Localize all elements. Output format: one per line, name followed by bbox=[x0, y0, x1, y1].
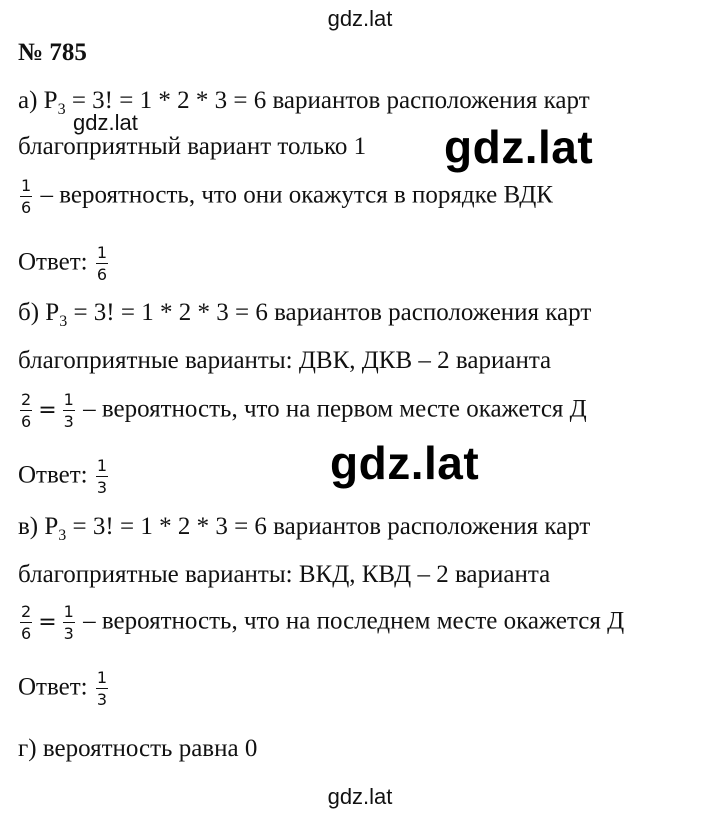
problem-number: № 785 bbox=[18, 39, 87, 66]
section-a-formula: = 3! = 1 * 2 * 3 = 6 вариантов расположения карт bbox=[65, 87, 590, 114]
watermark-top: gdz.lat bbox=[327, 6, 393, 31]
section-b-prefix: б) P bbox=[18, 299, 60, 326]
section-c-prefix: в) P bbox=[18, 513, 59, 540]
section-a-subscript: 3 bbox=[57, 101, 66, 118]
fraction-denominator: 3 bbox=[63, 624, 74, 643]
fraction-numerator: 1 bbox=[96, 456, 108, 475]
fraction-numerator: 2 bbox=[21, 602, 32, 621]
section-c-formula: = 3! = 1 * 2 * 3 = 6 вариантов расположения карт bbox=[66, 513, 591, 540]
section-a-probability-text: – вероятность, что они окажутся в порядке ВДК bbox=[40, 181, 553, 209]
watermark-big-2: gdz.lat bbox=[330, 437, 480, 489]
section-a-prefix: а) P bbox=[18, 87, 58, 114]
fraction bbox=[63, 392, 75, 430]
section-b-line-3 bbox=[18, 392, 587, 430]
fraction-denominator: 6 bbox=[96, 265, 108, 284]
section-a-line-2: благоприятный вариант только 1 bbox=[18, 133, 367, 160]
answer-label: Ответ: bbox=[18, 461, 88, 489]
fraction bbox=[20, 178, 32, 216]
section-b-subscript: 3 bbox=[59, 313, 68, 330]
equals-sign: = bbox=[38, 398, 57, 423]
equals-sign: = bbox=[38, 610, 57, 635]
watermark-bottom: gdz.lat bbox=[327, 784, 393, 809]
section-b-probability-text: – вероятность, что на первом месте окажется Д bbox=[83, 395, 587, 423]
answer-label: Ответ: bbox=[18, 248, 88, 276]
fraction-numerator: 1 bbox=[63, 390, 74, 409]
section-b-answer bbox=[18, 458, 110, 496]
fraction bbox=[20, 604, 32, 642]
answer-label: Ответ: bbox=[18, 673, 88, 701]
section-c-line-3 bbox=[18, 604, 624, 642]
section-b-formula: = 3! = 1 * 2 * 3 = 6 вариантов расположения карт bbox=[67, 299, 592, 326]
fraction bbox=[20, 392, 32, 430]
fraction-denominator: 6 bbox=[21, 624, 32, 643]
fraction-numerator: 1 bbox=[96, 243, 108, 262]
fraction-numerator: 1 bbox=[96, 668, 108, 687]
section-d-line-1: г) вероятность равна 0 bbox=[18, 735, 258, 762]
fraction-denominator: 3 bbox=[63, 412, 74, 431]
fraction-denominator: 3 bbox=[96, 690, 108, 709]
fraction-denominator: 6 bbox=[21, 198, 32, 217]
fraction-numerator: 1 bbox=[21, 176, 32, 195]
section-a-answer bbox=[18, 245, 110, 283]
section-c-answer bbox=[18, 670, 110, 708]
section-c-line-1 bbox=[18, 514, 590, 544]
section-b-line-2: благоприятные варианты: ДВК, ДКВ – 2 варианта bbox=[18, 347, 552, 374]
watermark-small: gdz.lat bbox=[73, 110, 138, 135]
answer-fraction bbox=[96, 670, 108, 708]
fraction-denominator: 3 bbox=[96, 478, 108, 497]
section-c-line-2: благоприятные варианты: ВКД, КВД – 2 варианта bbox=[18, 561, 551, 588]
fraction bbox=[63, 604, 75, 642]
fraction-numerator: 2 bbox=[21, 390, 32, 409]
section-c-subscript: 3 bbox=[58, 527, 67, 544]
fraction-numerator: 1 bbox=[63, 602, 74, 621]
section-b-line-1 bbox=[18, 300, 591, 330]
answer-fraction bbox=[96, 458, 108, 496]
section-a-line-3 bbox=[18, 178, 553, 216]
watermark-big-1: gdz.lat bbox=[444, 121, 594, 173]
answer-fraction bbox=[96, 245, 108, 283]
section-c-probability-text: – вероятность, что на последнем месте окажется Д bbox=[83, 607, 625, 635]
fraction-denominator: 6 bbox=[21, 412, 32, 431]
